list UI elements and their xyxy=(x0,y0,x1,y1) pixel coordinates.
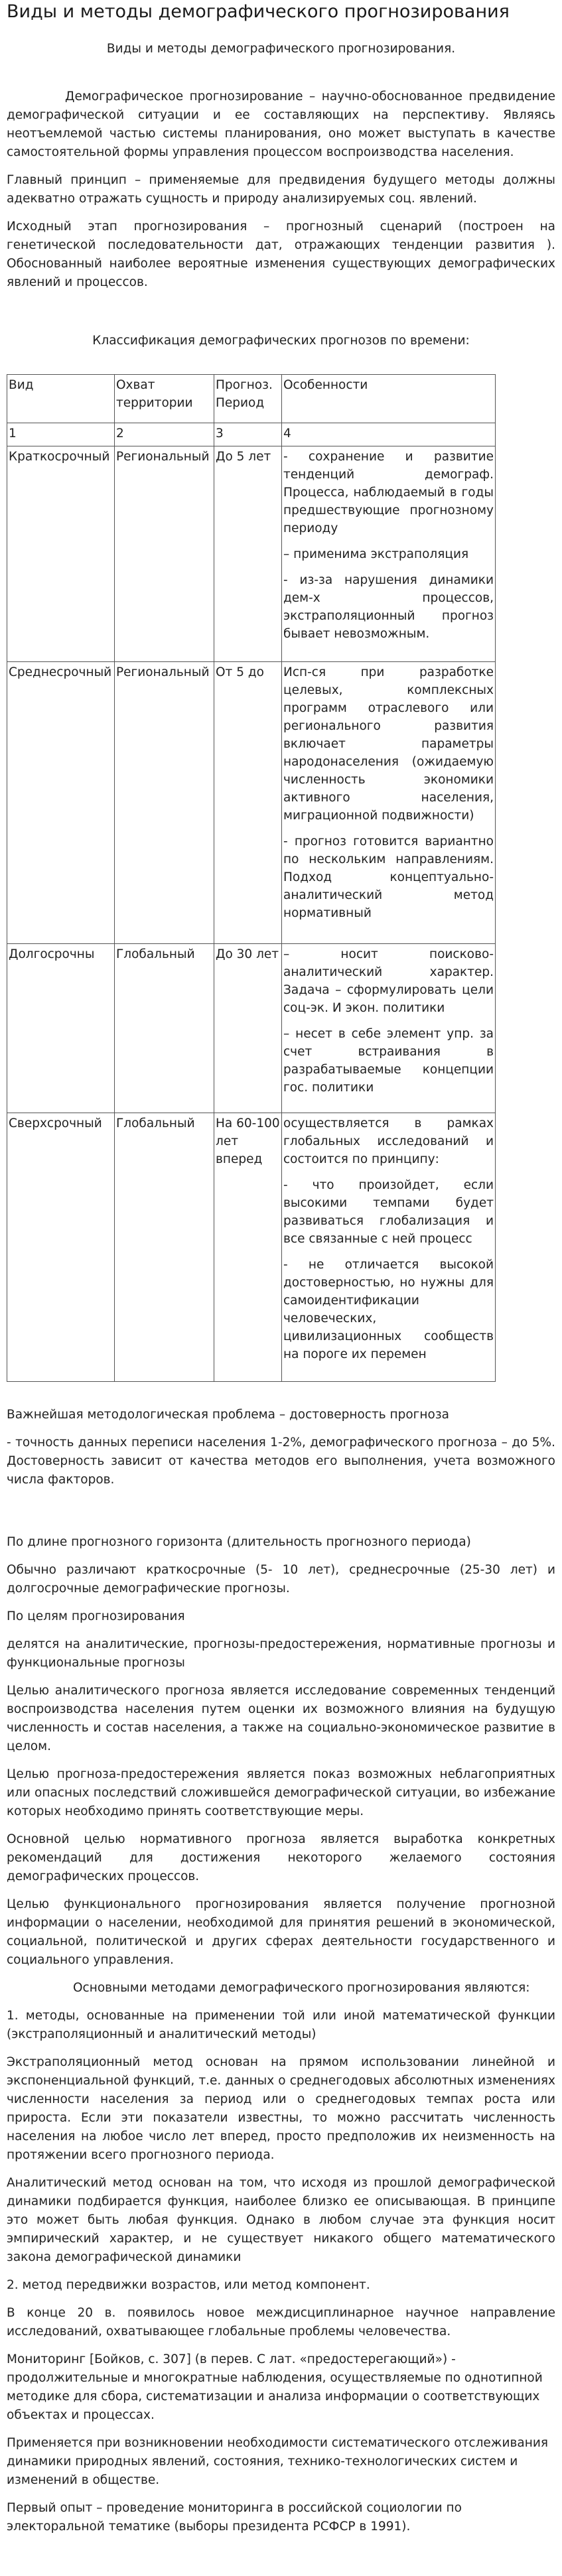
horizon-heading: По длине прогнозного горизонта (длительность прогнозного периода) xyxy=(7,1535,471,1549)
feature-item: Исп-ся при разработке целевых, комплексных программ отраслевого или регионального развития включает параметры народонаселения (ожидаемую численность экономики активного населения, миграционной подвижности) xyxy=(283,665,494,823)
article-subtitle: Виды и методы демографического прогнозирования. xyxy=(106,42,456,56)
feature-item: - прогноз готовится вариантно по нескольким направлениям. Подход концептуально-аналитический метод нормативный xyxy=(283,835,494,920)
table-cell-territory: Региональный xyxy=(115,662,214,944)
extrapolation-paragraph: Экстраполяционный метод основан на прямом использовании линейной и экспоненциальной функций, т.е. данных о среднегодовых абсолютных изменениях численности населения за период или о среднегодовых темпах роста или прироста. Если эти показатели известны, то можно рассчитать численность населения на любое число лет вперед, просто предположив их неизменность на протяжении всего прогнозного периода. xyxy=(7,2055,555,2162)
table-header-row xyxy=(7,375,496,423)
functional-forecast-paragraph: Целью функционального прогнозирования является получение прогнозной информации о населении, необходимой для принятия решений в экономической, социальной, политической и других сферах деятельности государственного и социального управления. xyxy=(7,1897,555,1967)
feature-item: - из-за нарушения динамики дем-х процессов, экстраполяционный прогноз бывает невозможным. xyxy=(283,573,494,641)
feature-item: – применима экстраполяция xyxy=(283,547,469,561)
methods-heading: Основными методами демографического прогнозирования являются: xyxy=(73,1981,530,1995)
table-header-cell: Прогноз. Период xyxy=(214,375,282,423)
analytical-forecast-paragraph: Целью аналитического прогноза является исследование современных тенденций воспроизводства населения путем оценки их возможного влияния на будущую численность и состав населения, а также на социально-экономическое развитие в целом. xyxy=(7,1684,555,1753)
table-cell-period: До 30 лет xyxy=(214,944,282,1113)
intro-paragraph-1: Демографическое прогнозирование – научно-обоснованное предвидение демографической ситуации и ее составляющих на перспективу. Являясь неотъемлемой частью системы планирования, оно может выступать в качестве самостоятельной формы управления процессом воспроизводства населения. xyxy=(7,90,555,159)
table-cell-period: На 60-100 лет вперед xyxy=(214,1113,282,1382)
method-1-paragraph: 1. методы, основанные на применении той или иной математической функции (экстраполяционный и аналитический методы) xyxy=(7,2009,555,2041)
table-index-cell: 2 xyxy=(115,423,214,446)
analytic-method-paragraph: Аналитический метод основан на том, что исходя из прошлой демографической динамики подбирается функция, наиболее близко ее описывающая. В принципе это может быть любая функция. Однако в любом случае эта функция носит эмпирический характер, и не существует никакого общего математического закона демографической динамики xyxy=(7,2176,555,2264)
feature-item: осуществляется в рамках глобальных исследований и состоится по принципу: xyxy=(283,1117,494,1166)
goals-paragraph: делятся на аналитические, прогнозы-предостережения, нормативные прогнозы и функциональные прогнозы xyxy=(7,1637,555,1670)
horizon-paragraph: Обычно различают краткосрочные (5- 10 лет), среднесрочные (25-30 лет) и долгосрочные демографические прогнозы. xyxy=(7,1563,555,1595)
article-content xyxy=(0,25,562,2536)
table-header-cell: Охват территории xyxy=(115,375,214,423)
table-header-cell: Особенности xyxy=(282,375,496,423)
forecast-classification-table xyxy=(7,374,496,1382)
method-2-paragraph: 2. метод передвижки возрастов, или метод компонент. xyxy=(7,2278,370,2292)
table-cell-type: Долгосрочны xyxy=(7,944,115,1113)
intro-paragraph-2: Главный принцип – применяемые для предвидения будущего методы должны адекватно отражать сущность и природу анализируемых соц. явлений. xyxy=(7,173,555,206)
feature-item: - сохранение и развитие тенденций демограф. Процесса, наблюдаемый в годы предшествующие прогнозному периоду xyxy=(283,450,494,535)
table-cell-features xyxy=(282,944,496,1113)
table-cell-territory: Глобальный xyxy=(115,1113,214,1382)
first-experience-paragraph: Первый опыт – проведение мониторинга в российской социологии по электоральной тематике (выборы президента РСФСР в 1991). xyxy=(7,2501,462,2534)
table-cell-type: Среднесрочный xyxy=(7,662,115,944)
century-paragraph: В конце 20 в. появилось новое междисциплинарное научное направление исследований, охватывающее глобальные проблемы человечества. xyxy=(7,2306,555,2339)
table-index-cell: 1 xyxy=(7,423,115,446)
feature-item: – носит поисково-аналитический характер. Задача – сформулировать цели соц-эк. И экон. политики xyxy=(283,947,494,1015)
table-row xyxy=(7,944,496,1113)
application-paragraph: Применяется при возникновении необходимости систематического отслеживания динамики природных явлений, состояния, технико-технологических систем и изменений в обществе. xyxy=(7,2436,548,2487)
intro-paragraph-3: Исходный этап прогнозирования – прогнозный сценарий (построен на генетической последовательности дат, отражающих тенденции развития ). Обоснованный наиболее вероятные изменения существующих демографических явлений и процессов. xyxy=(7,220,555,289)
table-cell-type: Краткосрочный xyxy=(7,446,115,662)
table-header-cell: Вид xyxy=(7,375,115,423)
normative-forecast-paragraph: Основной целью нормативного прогноза является выработка конкретных рекомендаций для достижения некоторого желаемого состояния демографических процессов. xyxy=(7,1832,555,1883)
warning-forecast-paragraph: Целью прогноза-предостережения является показ возможных неблагоприятных или опасных последствий сложившейся демографической ситуации, во избежание которых необходимо принять соответствующие меры. xyxy=(7,1767,555,1818)
monitoring-paragraph: Мониторинг [Бойков, с. 307] (в перев. С лат. «предостерегающий») - продолжительные и многократные наблюдения, осуществляемые по однотипной методике для сбора, систематизации и анализа информации о соответствующих объектах и процессах. xyxy=(7,2352,543,2422)
table-cell-territory: Региональный xyxy=(115,446,214,662)
table-index-row xyxy=(7,423,496,446)
goals-heading: По целям прогнозирования xyxy=(7,1609,185,1623)
feature-item: – несет в себе элемент упр. за счет встраивания в разрабатываемые концепции гос. политики xyxy=(283,1027,494,1095)
table-cell-period: До 5 лет xyxy=(214,446,282,662)
table-cell-features xyxy=(282,1113,496,1382)
table-index-cell: 4 xyxy=(282,423,496,446)
table-row xyxy=(7,446,496,662)
table-index-cell: 3 xyxy=(214,423,282,446)
page-title: Виды и методы демографического прогнозирования xyxy=(7,1,510,22)
table-cell-type: Сверхсрочный xyxy=(7,1113,115,1382)
methodology-problem: Важнейшая методологическая проблема – достоверность прогноза xyxy=(7,1408,449,1422)
table-row xyxy=(7,1113,496,1382)
classification-heading: Классификация демографических прогнозов по времени: xyxy=(92,334,470,348)
feature-item: - не отличается высокой достоверностью, но нужны для самоидентификации человеческих, цивилизационных сообществ на пороге их перемен xyxy=(283,1258,494,1361)
table-cell-features xyxy=(282,662,496,944)
table-row xyxy=(7,662,496,944)
table-cell-period: От 5 до xyxy=(214,662,282,944)
table-cell-features xyxy=(282,446,496,662)
feature-item: - что произойдет, если высокими темпами будет развиваться глобализация и все связанные с ней процесс xyxy=(283,1178,494,1246)
accuracy-paragraph: - точность данных переписи населения 1-2%, демографического прогноза – до 5%. Достоверность зависит от качества методов его выполнения, учета возможного числа факторов. xyxy=(7,1436,555,1487)
table-cell-territory: Глобальный xyxy=(115,944,214,1113)
